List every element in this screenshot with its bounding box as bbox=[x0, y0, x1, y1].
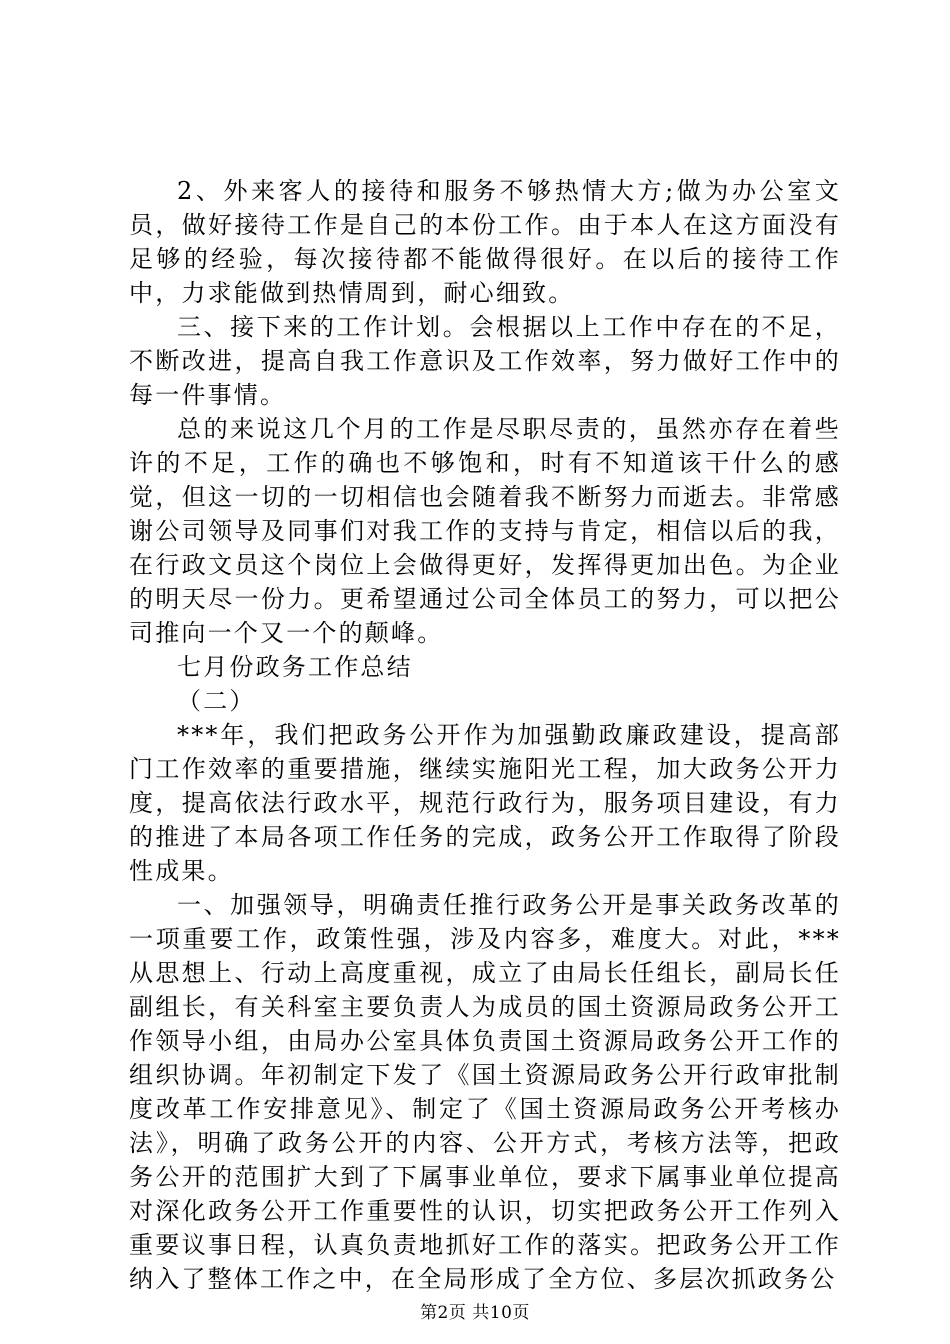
paragraph-reception-service: 2、外来客人的接待和服务不够热情大方;做为办公室文员，做好接待工作是自己的本份工作。由于本人在这方面没有足够的经验，每次接待都不能做得很好。在以后的接待工作中，力求能做到热情周到，耐心细致。 bbox=[129, 177, 841, 307]
section-title: 七月份政务工作总结 bbox=[177, 653, 413, 681]
paragraph-leadership: 一、加强领导，明确责任推行政务公开是事关政务改革的一项重要工作，政策性强，涉及内容多，难度大。对此，***从思想上、行动上高度重视，成立了由局长任组长，副局长任副组长，有关科室主要负责人为成员的国土资源局政务公开工作领导小组，由局办公室具体负责国土资源局政务公开工作的组织协调。年初制定下发了《国土资源局政务公开行政审批制度改革工作安排意见》、制定了《国土资源局政务公开考核办法》，明确了政务公开的内容、公开方式，考核方法等，把政务公开的范围扩大到了下属事业单位，要求下属事业单位提高对深化政务公开工作重要性的认识，切实把政务公开工作列入重要议事日程，认真负责地抓好工作的落实。把政务公开工作纳入了整体工作之中，在全局形成了全方位、多层次抓政务公 bbox=[129, 891, 841, 1293]
paragraph-summary: 总的来说这几个月的工作是尽职尽责的，虽然亦存在着些许的不足，工作的确也不够饱和，时有不知道该干什么的感觉，但这一切的一切相信也会随着我不断努力而逝去。非常感谢公司领导及同事们对我工作的支持与肯定，相信以后的我，在行政文员这个岗位上会做得更好，发挥得更加出色。为企业的明天尽一份力。更希望通过公司全体员工的努力，可以把公司推向一个又一个的颠峰。 bbox=[129, 415, 841, 647]
paragraph-work-plan: 三、接下来的工作计划。会根据以上工作中存在的不足，不断改进，提高自我工作意识及工作效率，努力做好工作中的每一件事情。 bbox=[129, 313, 841, 409]
paragraph-intro: ***年，我们把政务公开作为加强勤政廉政建设，提高部门工作效率的重要措施，继续实施阳光工程，加大政务公开力度，提高依法行政水平，规范行政行为，服务项目建设，有力的推进了本局各项工作任务的完成，政务公开工作取得了阶段性成果。 bbox=[129, 721, 841, 885]
document-body bbox=[129, 174, 841, 1296]
page-number-footer: 第2页 共10页 bbox=[420, 1303, 530, 1323]
section-number: （二） bbox=[177, 687, 256, 715]
